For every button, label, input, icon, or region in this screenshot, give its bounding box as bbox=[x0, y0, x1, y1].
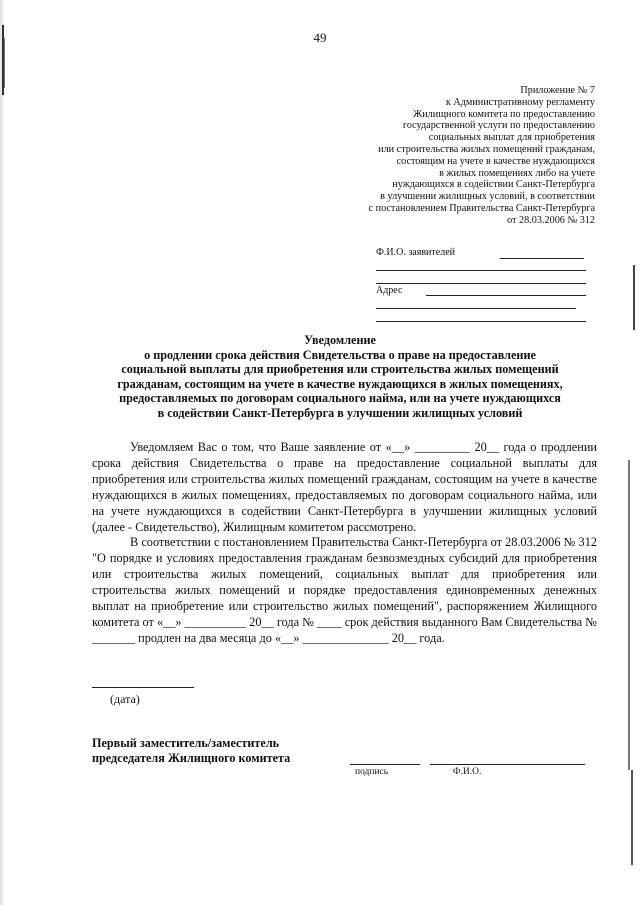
appendix-line: к Административному регламенту bbox=[445, 96, 595, 108]
appendix-line: социальных выплат для приобретения bbox=[428, 132, 595, 144]
address-line-3[interactable] bbox=[376, 321, 586, 322]
signature-line[interactable] bbox=[350, 764, 420, 765]
date-line[interactable] bbox=[92, 687, 194, 688]
appendix-line: или строительства жилых помещений гражданам, bbox=[378, 143, 595, 155]
scan-artifact-left-2 bbox=[4, 38, 5, 88]
appendix-line: Жилищного комитета по предоставлению bbox=[413, 108, 595, 120]
signer-line-2: председателя Жилищного комитета bbox=[92, 750, 291, 765]
body-paragraph-1: Уведомляем Вас о том, что Ваше заявление от «__» _________ 20__ года о продлении срока действия Свидетельства о праве на предоставление социальной выплаты для приобретения или строительства жилых помещений гражданам, состоящим на учете в качестве нуждающихся в жилых помещениях, предоставляемых по договорам социального найма, или на учете нуждающихся в содействии Санкт-Петербурга в улучшении жилищных условий (далее - Свидетельство), Жилищным комитетом рассмотрено. bbox=[92, 440, 597, 534]
signer-line-1: Первый заместитель/заместитель bbox=[92, 736, 280, 750]
appendix-line: в улучшении жилищных условий, в соответствии bbox=[380, 191, 595, 203]
date-label: (дата) bbox=[110, 692, 140, 706]
body-paragraph-2: В соответствии с постановлением Правительства Санкт-Петербурга от 28.03.2006 № 312 "О порядке и условиях предоставления гражданам безвозмездных субсидий для приобретения или строительства жилых помещений, социальных выплат для приобретения или строительства жилых помещений и порядке предоставления единовременных денежных выплат на приобретение или строительство жилых помещений", распоряжением Жилищного комитета от «__» __________ 20__ года № ____ срок действия выданного Вам Свидетельства № _______ продлен на два месяца до «__» ______________ 20__ года. bbox=[92, 535, 597, 645]
applicant-name-line-2[interactable] bbox=[376, 270, 586, 271]
notice-subtitle-line: предоставляемых по договорам социального найма, или на учете нуждающихся bbox=[119, 391, 561, 406]
notice-subtitle-line: гражданам, состоящим на учете в качестве нуждающихся в жилых помещениях, bbox=[117, 376, 563, 391]
signer-name-line[interactable] bbox=[430, 764, 585, 765]
applicant-label: Ф.И.О. заявителей bbox=[376, 247, 455, 258]
signer-name-label: Ф.И.О. bbox=[453, 767, 482, 777]
notice-subtitle-line: в содействии Санкт-Петербурга в улучшении жилищных условий bbox=[157, 405, 523, 420]
appendix-line: государственной услуги по предоставлению bbox=[402, 120, 595, 132]
notice-body bbox=[92, 440, 597, 647]
scan-artifact-right bbox=[633, 265, 635, 330]
scan-artifact-right-3 bbox=[631, 770, 633, 865]
address-label: Адрес bbox=[376, 285, 403, 296]
appendix-line: состоящим на учете в качестве нуждающихся bbox=[396, 155, 595, 167]
notice-heading: Уведомление bbox=[304, 333, 376, 347]
scan-artifact-right-2 bbox=[628, 460, 630, 770]
applicant-name-line-3[interactable] bbox=[376, 283, 586, 284]
notice-title bbox=[90, 333, 590, 421]
appendix-line: с постановлением Правительства Санкт-Петербурга bbox=[368, 202, 595, 214]
appendix-line: от 28.03.2006 № 312 bbox=[507, 214, 595, 226]
notice-subtitle-line: о продлении срока действия Свидетельства о праве на предоставление bbox=[144, 347, 536, 362]
notice-subtitle-line: социальной выплаты для приобретения или строительства жилых помещений bbox=[121, 362, 559, 377]
appendix-line: в жилых помещениях либо на учете bbox=[439, 167, 595, 179]
applicant-name-line[interactable] bbox=[500, 258, 584, 259]
signature-label: подпись bbox=[355, 767, 389, 777]
address-line-2[interactable] bbox=[376, 308, 576, 309]
appendix-line: нуждающихся в содействии Санкт-Петербурга bbox=[392, 179, 595, 191]
address-line[interactable] bbox=[426, 295, 586, 296]
appendix-line: Приложение № 7 bbox=[520, 85, 595, 96]
page-number: 49 bbox=[313, 30, 327, 45]
appendix-block bbox=[330, 85, 595, 227]
signer-title bbox=[92, 736, 332, 765]
scan-edge-left bbox=[0, 0, 3, 905]
